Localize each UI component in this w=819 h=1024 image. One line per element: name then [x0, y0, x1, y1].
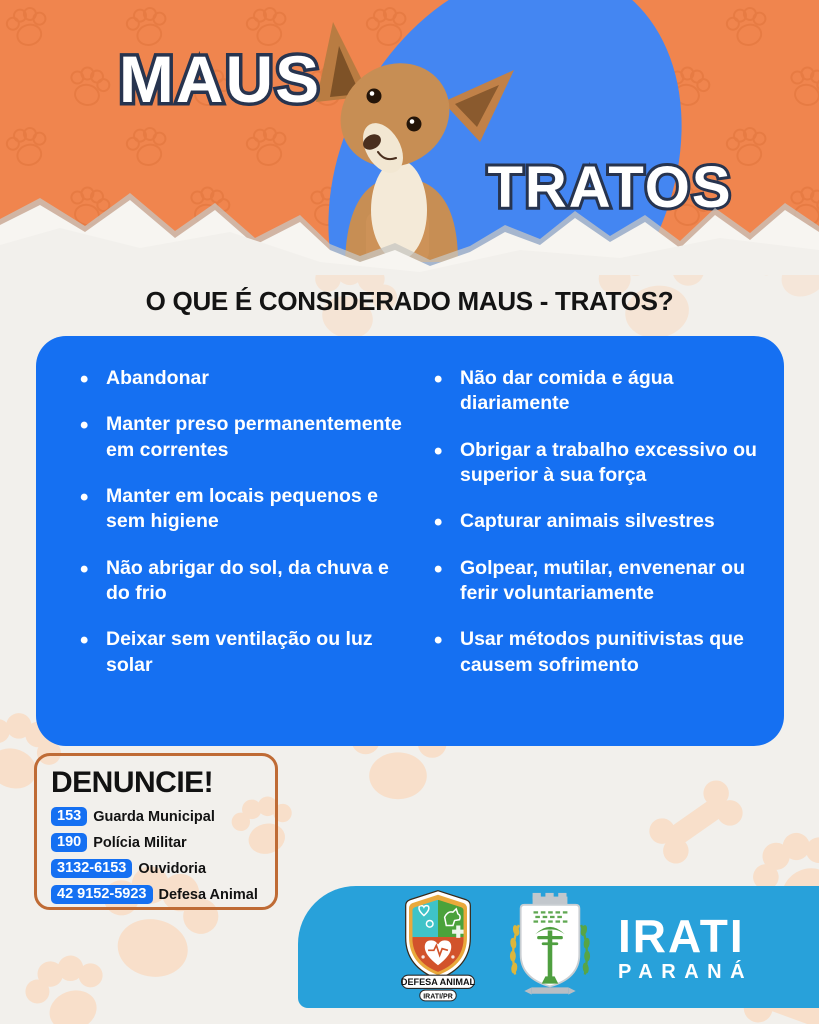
abuse-item: • Deixar sem ventilação ou luz solar [78, 627, 404, 678]
report-box [34, 753, 278, 910]
abuse-list-right-column [432, 366, 758, 722]
defesa-animal-city-label: IRATI/PR [423, 993, 453, 1001]
report-title: DENUNCIE! [51, 766, 214, 799]
contact-row [51, 859, 263, 878]
contact-row [51, 885, 263, 904]
banner-title-maus: MAUS [118, 42, 322, 116]
ribbon-icon [524, 987, 575, 994]
defesa-animal-label: DEFESA ANIMAL [400, 977, 476, 988]
abuse-item: • Golpear, mutilar, envenenar ou ferir voluntariamente [432, 556, 758, 607]
contact-label: Polícia Militar [93, 834, 187, 851]
abuse-item: • Manter em locais pequenos e sem higiene [78, 484, 404, 535]
irati-city-name: IRATI [617, 909, 745, 962]
contact-row [51, 833, 263, 852]
abuse-item: • Usar métodos punitivistas que causem sofrimento [432, 627, 758, 678]
abuse-item: • Manter preso permanentemente em correntes [78, 412, 404, 463]
contact-number-badge: 190 [51, 833, 87, 852]
contact-label: Ouvidoria [138, 860, 207, 877]
banner [0, 0, 819, 275]
question-heading: O QUE É CONSIDERADO MAUS - TRATOS? [145, 286, 674, 316]
contact-number-badge: 42 9152-5923 [51, 885, 153, 904]
paw-print-icon [18, 945, 118, 1024]
defesa-animal-logo [390, 889, 486, 1005]
footer-panel [298, 886, 819, 1008]
irati-coat-of-arms [504, 892, 596, 1002]
contact-number-badge: 3132-6153 [51, 859, 132, 878]
contact-label: Guarda Municipal [93, 808, 215, 825]
battlement-icon [533, 893, 568, 905]
abuse-item: • Capturar animais silvestres [432, 509, 758, 534]
abuse-list-box [36, 336, 784, 746]
city-wordmark [617, 909, 754, 983]
contact-label: Defesa Animal [158, 886, 258, 903]
contact-number-badge: 153 [51, 807, 87, 826]
irati-state-name: PARANÁ [617, 960, 754, 983]
abuse-item: • Abandonar [78, 366, 404, 391]
abuse-item: • Obrigar a trabalho excessivo ou superior à sua força [432, 438, 758, 489]
abuse-item: • Não dar comida e água diariamente [432, 366, 758, 417]
contact-row [51, 807, 263, 826]
abuse-item: • Não abrigar do sol, da chuva e do frio [78, 556, 404, 607]
bone-icon [644, 775, 747, 868]
banner-title-tratos: TRATOS [487, 155, 733, 220]
abuse-list-left-column [78, 366, 404, 722]
